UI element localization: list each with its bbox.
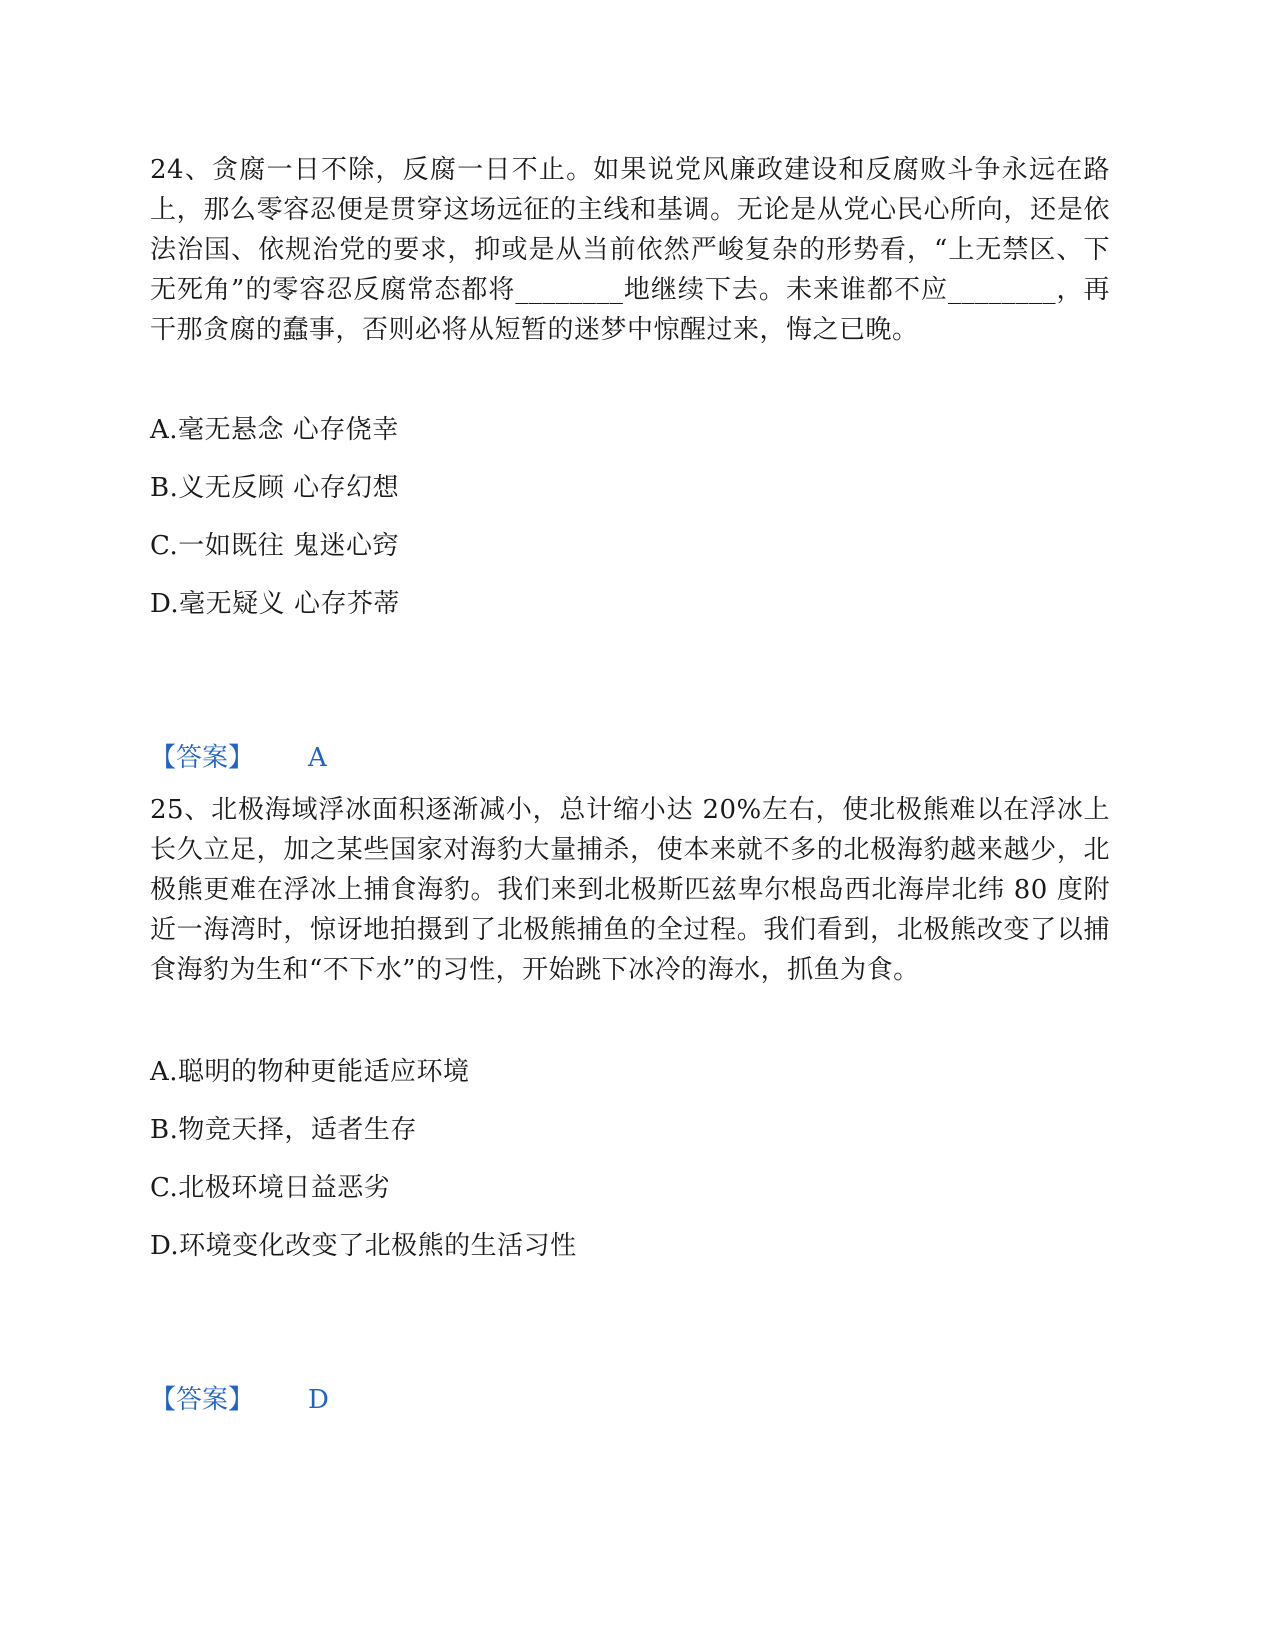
question-25-option-c: C.北极环境日益恶劣 — [150, 1173, 391, 1203]
answer-value: D — [308, 1385, 329, 1415]
question-24-option-d: D.毫无疑义 心存芥蒂 — [150, 589, 400, 619]
question-25-answer — [150, 1380, 329, 1420]
question-25-option-b: B.物竞天择，适者生存 — [150, 1115, 417, 1145]
answer-value: A — [308, 743, 327, 773]
question-24-option-c: C.一如既往 鬼迷心窍 — [150, 531, 399, 561]
question-24-option-a: A.毫无悬念 心存侥幸 — [150, 415, 399, 445]
question-24-answer — [150, 738, 327, 778]
question-25-options — [150, 1052, 1110, 1284]
question-24-stem: 24、贪腐一日不除，反腐一日不止。如果说党风廉政建设和反腐败斗争永远在路上，那么零容忍便是贯穿这场远征的主线和基调。无论是从党心民心所向，还是依法治国、依规治党的要求，抑或是从当前依然严峻复杂的形势看，“上无禁区、下无死角”的零容忍反腐常态都将________地继续下去。未来谁都不应________，再干那贪腐的蠢事，否则必将从短暂的迷梦中惊醒过来，悔之已晚。 — [150, 155, 1110, 345]
question-24-options — [150, 410, 1110, 642]
answer-label: 【答案】 — [150, 743, 255, 773]
question-24-option-b: B.义无反顾 心存幻想 — [150, 473, 400, 503]
question-25-option-a: A.聪明的物种更能适应环境 — [150, 1057, 470, 1087]
answer-label: 【答案】 — [150, 1385, 255, 1415]
question-25-option-d: D.环境变化改变了北极熊的生活习性 — [150, 1231, 577, 1261]
question-25-stem: 25、北极海域浮冰面积逐渐减小，总计缩小达 20%左右，使北极熊难以在浮冰上长久立足，加之某些国家对海豹大量捕杀，使本来就不多的北极海豹越来越少，北极熊更难在浮冰上捕食海豹。我们来到北极斯匹兹卑尔根岛西北海岸北纬 80 度附近一海湾时，惊讶地拍摄到了北极熊捕鱼的全过程。我们看到，北极熊改变了以捕食海豹为生和“不下水”的习性，开始跳下冰冷的海水，抓鱼为食。 — [150, 795, 1110, 985]
